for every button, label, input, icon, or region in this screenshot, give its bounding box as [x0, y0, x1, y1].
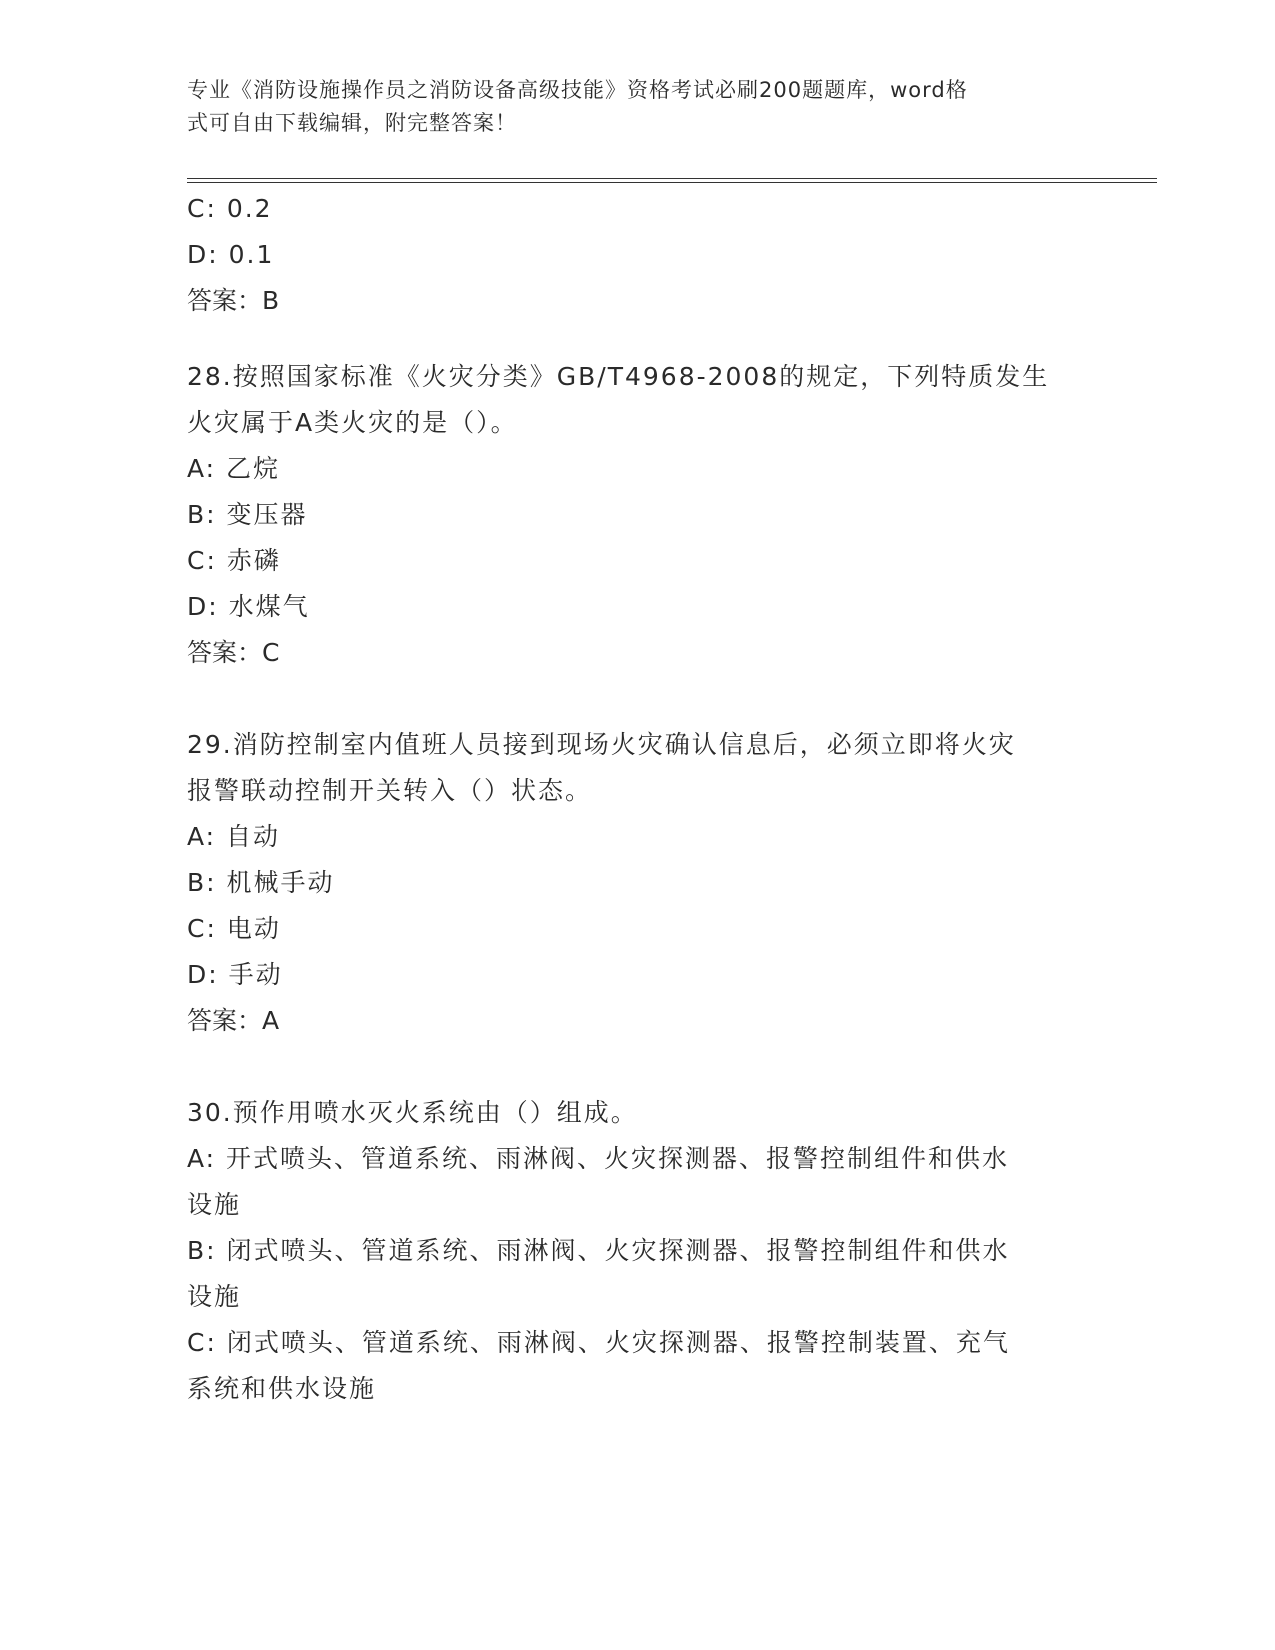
question-27-tail: [187, 186, 1087, 324]
question-29: [187, 722, 1087, 1044]
option-c: C: 赤磷: [187, 546, 281, 575]
question-28: [187, 354, 1087, 676]
answer: 答案：A: [187, 1006, 280, 1035]
option-d: D: 水煤气: [187, 592, 310, 621]
option-d: D: 0.1: [187, 240, 275, 269]
header-line-2: 式可自由下载编辑，附完整答案！: [187, 111, 517, 135]
question-stem: 28.按照国家标准《火灾分类》GB/T4968-2008的规定，下列特质发生: [187, 362, 1050, 391]
option-b: B: 闭式喷头、管道系统、雨淋阀、火灾探测器、报警控制组件和供水: [187, 1236, 1010, 1265]
answer: 答案：C: [187, 638, 280, 667]
option-c: C: 0.2: [187, 194, 273, 223]
answer: 答案：B: [187, 286, 280, 315]
option-b: B: 机械手动: [187, 868, 335, 897]
option-c: C: 电动: [187, 914, 281, 943]
option-a: A: 乙烷: [187, 454, 281, 483]
option-d: D: 手动: [187, 960, 283, 989]
question-stem-cont: 报警联动控制开关转入（）状态。: [187, 776, 593, 805]
document-header: [187, 74, 1067, 140]
option-a-cont: 设施: [187, 1190, 242, 1219]
option-c-cont: 系统和供水设施: [187, 1374, 377, 1403]
option-a: A: 自动: [187, 822, 281, 851]
question-stem-cont: 火灾属于A类火灾的是（）。: [187, 408, 518, 437]
option-b: B: 变压器: [187, 500, 308, 529]
header-divider: [187, 178, 1157, 183]
question-stem: 30.预作用喷水灭火系统由（）组成。: [187, 1098, 638, 1127]
option-c: C: 闭式喷头、管道系统、雨淋阀、火灾探测器、报警控制装置、充气: [187, 1328, 1010, 1357]
option-a: A: 开式喷头、管道系统、雨淋阀、火灾探测器、报警控制组件和供水: [187, 1144, 1010, 1173]
question-stem: 29.消防控制室内值班人员接到现场火灾确认信息后，必须立即将火灾: [187, 730, 1016, 759]
option-b-cont: 设施: [187, 1282, 242, 1311]
header-line-1: 专业《消防设施操作员之消防设备高级技能》资格考试必刷200题题库，word格: [187, 78, 968, 102]
question-30: [187, 1090, 1087, 1412]
